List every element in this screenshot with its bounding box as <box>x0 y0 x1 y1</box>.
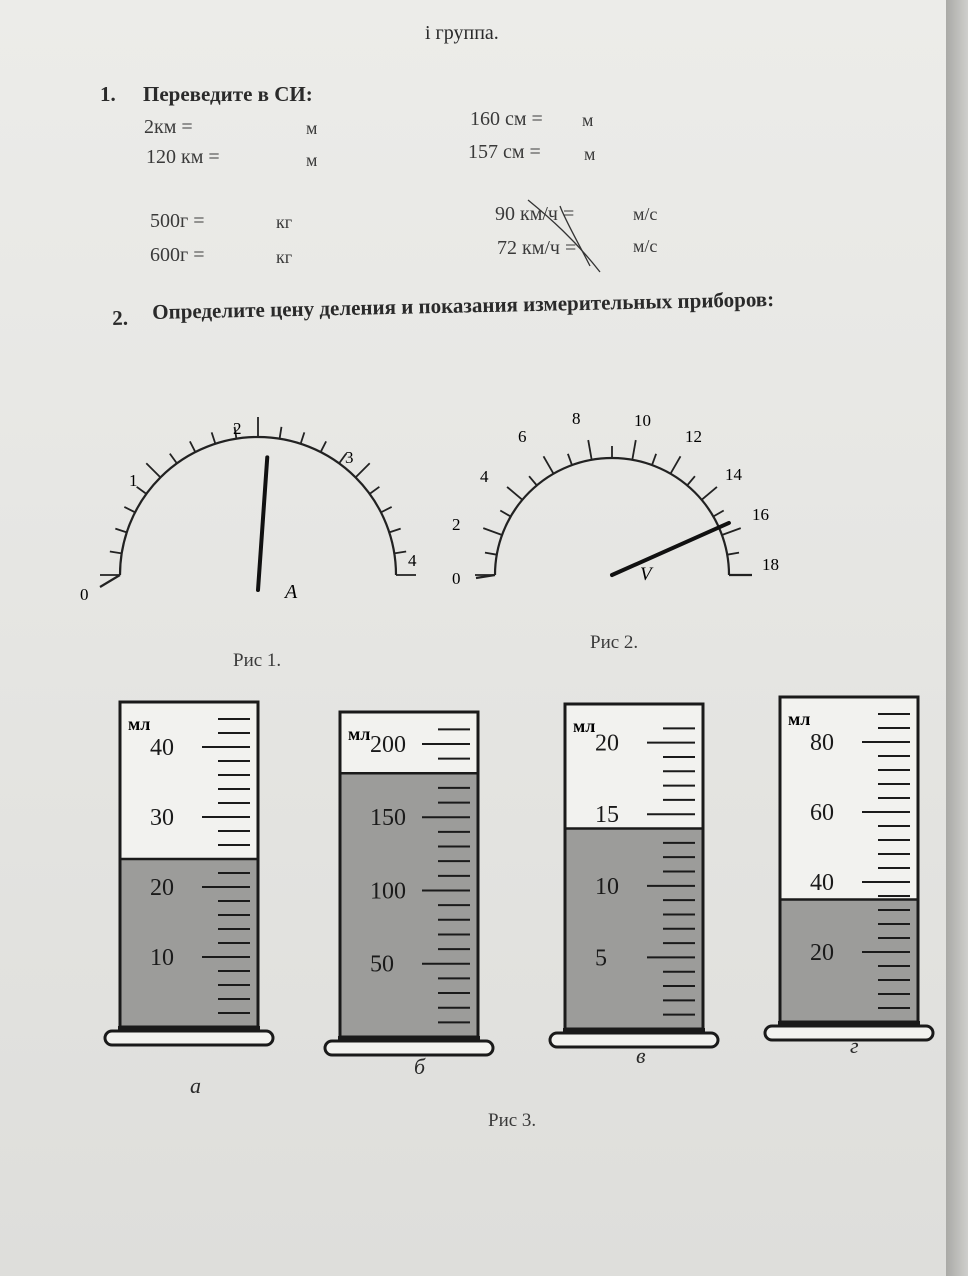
scale-tick <box>568 454 572 465</box>
cylinder-letter-b: б <box>414 1054 426 1079</box>
unit-label: мл <box>348 724 371 744</box>
scale-tick <box>652 454 656 465</box>
scale-tick <box>671 456 681 473</box>
cylinder-base <box>105 1031 273 1045</box>
conversion-expr: 500г = <box>150 210 205 232</box>
task2-title: Определите цену деления и показания измерительных приборов: <box>152 286 775 324</box>
scale-tick <box>124 507 135 512</box>
fig1-caption: Рис 1. <box>233 650 282 671</box>
scale-tick <box>280 427 282 439</box>
cylinder-scale-label: 20 <box>810 940 834 966</box>
cylinder-scale-label: 30 <box>150 805 174 831</box>
task1-number: 1. <box>100 82 116 106</box>
scale-tick <box>687 476 695 485</box>
scale-tick <box>702 487 717 500</box>
conversion-unit: м/с <box>633 204 658 224</box>
voltmeter-needle <box>612 523 729 575</box>
scale-tick <box>170 454 177 464</box>
scale-label-2: 2 <box>452 515 461 534</box>
unit-label: мл <box>128 714 151 734</box>
conversion-unit: м <box>306 150 318 170</box>
cylinder-scale-label: 80 <box>810 730 834 756</box>
scale-tick <box>301 432 305 443</box>
scale-label-10: 10 <box>634 411 651 430</box>
task2-number: 2. <box>112 305 129 330</box>
scale-tick <box>190 441 195 452</box>
scale-tick <box>370 487 380 494</box>
scale-label-4: 4 <box>480 467 489 486</box>
cylinder-letter-g: г <box>850 1033 859 1058</box>
scale-tick <box>500 511 510 517</box>
scale-label-3: 3 <box>345 448 354 467</box>
cylinder-scale-label: 5 <box>595 945 607 972</box>
ammeter-ticks <box>100 417 416 575</box>
conversion-expr: 120 км = <box>146 146 220 168</box>
conversion-expr: 2км = <box>144 116 193 138</box>
ammeter-arc <box>120 437 396 575</box>
scale-label-14: 14 <box>725 465 742 484</box>
conversion-unit: м <box>306 118 318 138</box>
ammeter-figure <box>80 400 440 620</box>
conversion-unit: кг <box>276 247 293 267</box>
conversion-expr: 90 км/ч = <box>495 203 575 225</box>
measuring-cylinder-v <box>545 682 770 1102</box>
scale-label-0: 0 <box>452 569 461 588</box>
conversion-expr: 157 см = <box>468 141 541 163</box>
measuring-cylinder-a <box>100 680 340 1100</box>
conversion-expr: 600г = <box>150 244 205 266</box>
scale-tick <box>713 511 723 517</box>
scale-tick <box>529 476 537 485</box>
cylinder-base <box>550 1033 718 1047</box>
scale-tick <box>321 441 326 452</box>
ammeter-symbol: A <box>285 581 298 603</box>
scale-label-8: 8 <box>572 409 581 428</box>
scale-label-18: 18 <box>762 555 779 574</box>
cylinder-letter-v: в <box>636 1043 646 1068</box>
task1-title: Переведите в СИ: <box>143 82 313 106</box>
scale-label-0: 0 <box>80 585 89 604</box>
cylinder-scale-label: 40 <box>810 870 834 896</box>
cylinder-scale-label: 15 <box>595 802 619 829</box>
scale-label-1: 1 <box>129 471 138 490</box>
scale-tick <box>483 528 502 535</box>
scale-tick <box>110 552 122 554</box>
cylinder-scale-label: 10 <box>595 873 619 900</box>
fig3-caption: Рис 3. <box>488 1110 537 1131</box>
handwritten-strikethrough <box>0 0 968 300</box>
voltmeter-symbol: V <box>640 564 652 585</box>
voltmeter-arc <box>495 458 729 575</box>
measuring-cylinder-g <box>760 675 968 1095</box>
scale-tick <box>727 553 739 555</box>
scale-tick <box>588 440 591 460</box>
cylinder-scale-label: 60 <box>810 800 834 826</box>
conversion-expr: 160 см = <box>470 108 543 130</box>
scale-tick <box>485 553 497 555</box>
scale-tick <box>137 487 147 494</box>
scale-tick <box>381 507 392 512</box>
cylinder-scale-label: 50 <box>370 951 394 978</box>
scale-tick <box>356 463 370 477</box>
cylinder-scale-label: 10 <box>150 945 174 971</box>
unit-label: мл <box>788 709 811 729</box>
unit-label: мл <box>573 716 596 736</box>
scale-label-2: 2 <box>233 419 242 438</box>
conversion-unit: м <box>582 110 594 130</box>
voltmeter-figure <box>440 400 820 610</box>
cylinder-letter-a: а <box>190 1073 201 1098</box>
cylinder-scale-label: 20 <box>595 730 619 757</box>
scale-tick <box>394 552 406 554</box>
scale-tick <box>722 528 741 535</box>
ammeter-needle <box>258 457 267 590</box>
cylinder-scale-label: 40 <box>150 735 174 761</box>
conversion-unit: м/с <box>633 236 658 256</box>
scale-tick <box>146 463 160 477</box>
scale-tick <box>632 440 635 460</box>
scale-tick <box>507 487 522 500</box>
cylinder-scale-label: 150 <box>370 805 406 832</box>
liquid-fill <box>782 900 917 1021</box>
scale-tick <box>212 432 216 443</box>
cylinder-scale-label: 200 <box>370 731 406 758</box>
scale-label-12: 12 <box>685 427 702 446</box>
scale-tick <box>115 529 126 533</box>
group-title: i группа. <box>425 22 499 44</box>
cylinder-base <box>325 1041 493 1055</box>
conversion-unit: м <box>584 144 596 164</box>
cylinder-base <box>765 1026 933 1040</box>
cylinder-scale-label: 100 <box>370 878 406 905</box>
scale-label-6: 6 <box>518 427 527 446</box>
scale-tick <box>389 529 400 533</box>
conversion-unit: кг <box>276 212 293 232</box>
cylinder-scale-label: 20 <box>150 875 174 901</box>
measuring-cylinder-b <box>320 690 520 1110</box>
fig2-caption: Рис 2. <box>590 632 639 653</box>
scale-tick <box>544 456 554 473</box>
scale-label-16: 16 <box>752 505 769 524</box>
scale-label-4: 4 <box>408 551 417 570</box>
conversion-expr: 72 км/ч = <box>497 237 577 259</box>
